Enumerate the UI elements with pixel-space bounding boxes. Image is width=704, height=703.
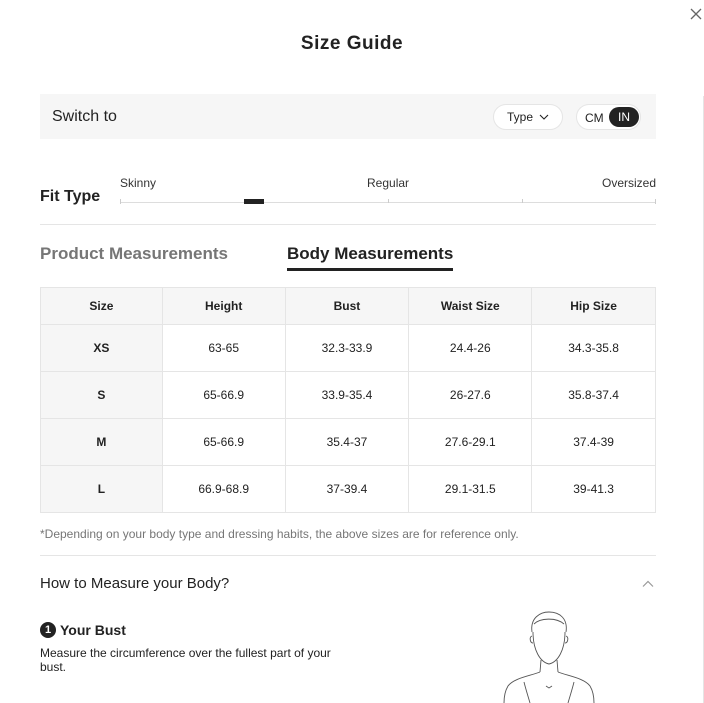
column-header-waist: Waist Size	[409, 288, 532, 325]
step-description: Measure the circumference over the fullest part of your bust.	[40, 646, 331, 674]
table-cell: 27.6-29.1	[409, 419, 532, 466]
fit-option-skinny: Skinny	[120, 176, 157, 190]
table-cell: 29.1-31.5	[409, 466, 532, 513]
fit-type-scale	[120, 199, 656, 204]
close-icon[interactable]	[688, 6, 704, 22]
table-cell: 24.4-26	[409, 325, 532, 372]
table-row	[41, 419, 656, 466]
unit-toggle[interactable]	[576, 104, 641, 130]
unit-in-option[interactable]: IN	[609, 107, 639, 127]
column-header-hip: Hip Size	[532, 288, 656, 325]
type-dropdown-label: Type	[506, 110, 533, 124]
column-header-size: Size	[41, 288, 163, 325]
fit-type-label: Fit Type	[40, 188, 101, 205]
type-dropdown-button[interactable]	[493, 104, 563, 130]
size-cell: L	[41, 466, 163, 513]
unit-cm-option[interactable]: CM	[585, 111, 604, 125]
tab-product-measurements[interactable]: Product Measurements	[40, 244, 228, 263]
table-cell: 66.9-68.9	[162, 466, 285, 513]
table-cell: 35.4-37	[285, 419, 409, 466]
size-cell: XS	[41, 325, 163, 372]
tab-body-measurements[interactable]: Body Measurements	[287, 244, 453, 271]
column-header-height: Height	[162, 288, 285, 325]
size-table	[40, 287, 656, 513]
chevron-up-icon[interactable]	[641, 577, 655, 591]
table-row	[41, 466, 656, 513]
fit-option-regular: Regular	[367, 176, 410, 190]
column-header-bust: Bust	[285, 288, 409, 325]
divider	[40, 224, 656, 225]
body-figure-illustration	[494, 610, 604, 703]
table-cell: 37-39.4	[285, 466, 409, 513]
table-cell: 65-66.9	[162, 372, 285, 419]
divider	[40, 555, 656, 556]
table-cell: 39-41.3	[532, 466, 656, 513]
chevron-down-icon	[539, 114, 549, 120]
table-row	[41, 372, 656, 419]
switch-bar	[40, 94, 656, 139]
fit-option-oversized: Oversized	[602, 176, 657, 190]
table-cell: 26-27.6	[409, 372, 532, 419]
table-row	[41, 325, 656, 372]
modal-title: Size Guide	[300, 33, 404, 54]
fit-type-marker	[244, 199, 264, 204]
table-cell: 35.8-37.4	[532, 372, 656, 419]
table-cell: 33.9-35.4	[285, 372, 409, 419]
how-to-measure-title[interactable]: How to Measure your Body?	[40, 575, 230, 592]
table-cell: 65-66.9	[162, 419, 285, 466]
table-cell: 63-65	[162, 325, 285, 372]
table-cell: 32.3-33.9	[285, 325, 409, 372]
size-cell: M	[41, 419, 163, 466]
step-title: Your Bust	[60, 622, 126, 638]
step-number-badge: 1	[40, 622, 56, 638]
switch-label: Switch to	[52, 108, 117, 125]
table-cell: 34.3-35.8	[532, 325, 656, 372]
size-cell: S	[41, 372, 163, 419]
table-cell: 37.4-39	[532, 419, 656, 466]
table-header-row	[41, 288, 656, 325]
reference-note: *Depending on your body type and dressing habits, the above sizes are for reference only.	[40, 527, 519, 541]
